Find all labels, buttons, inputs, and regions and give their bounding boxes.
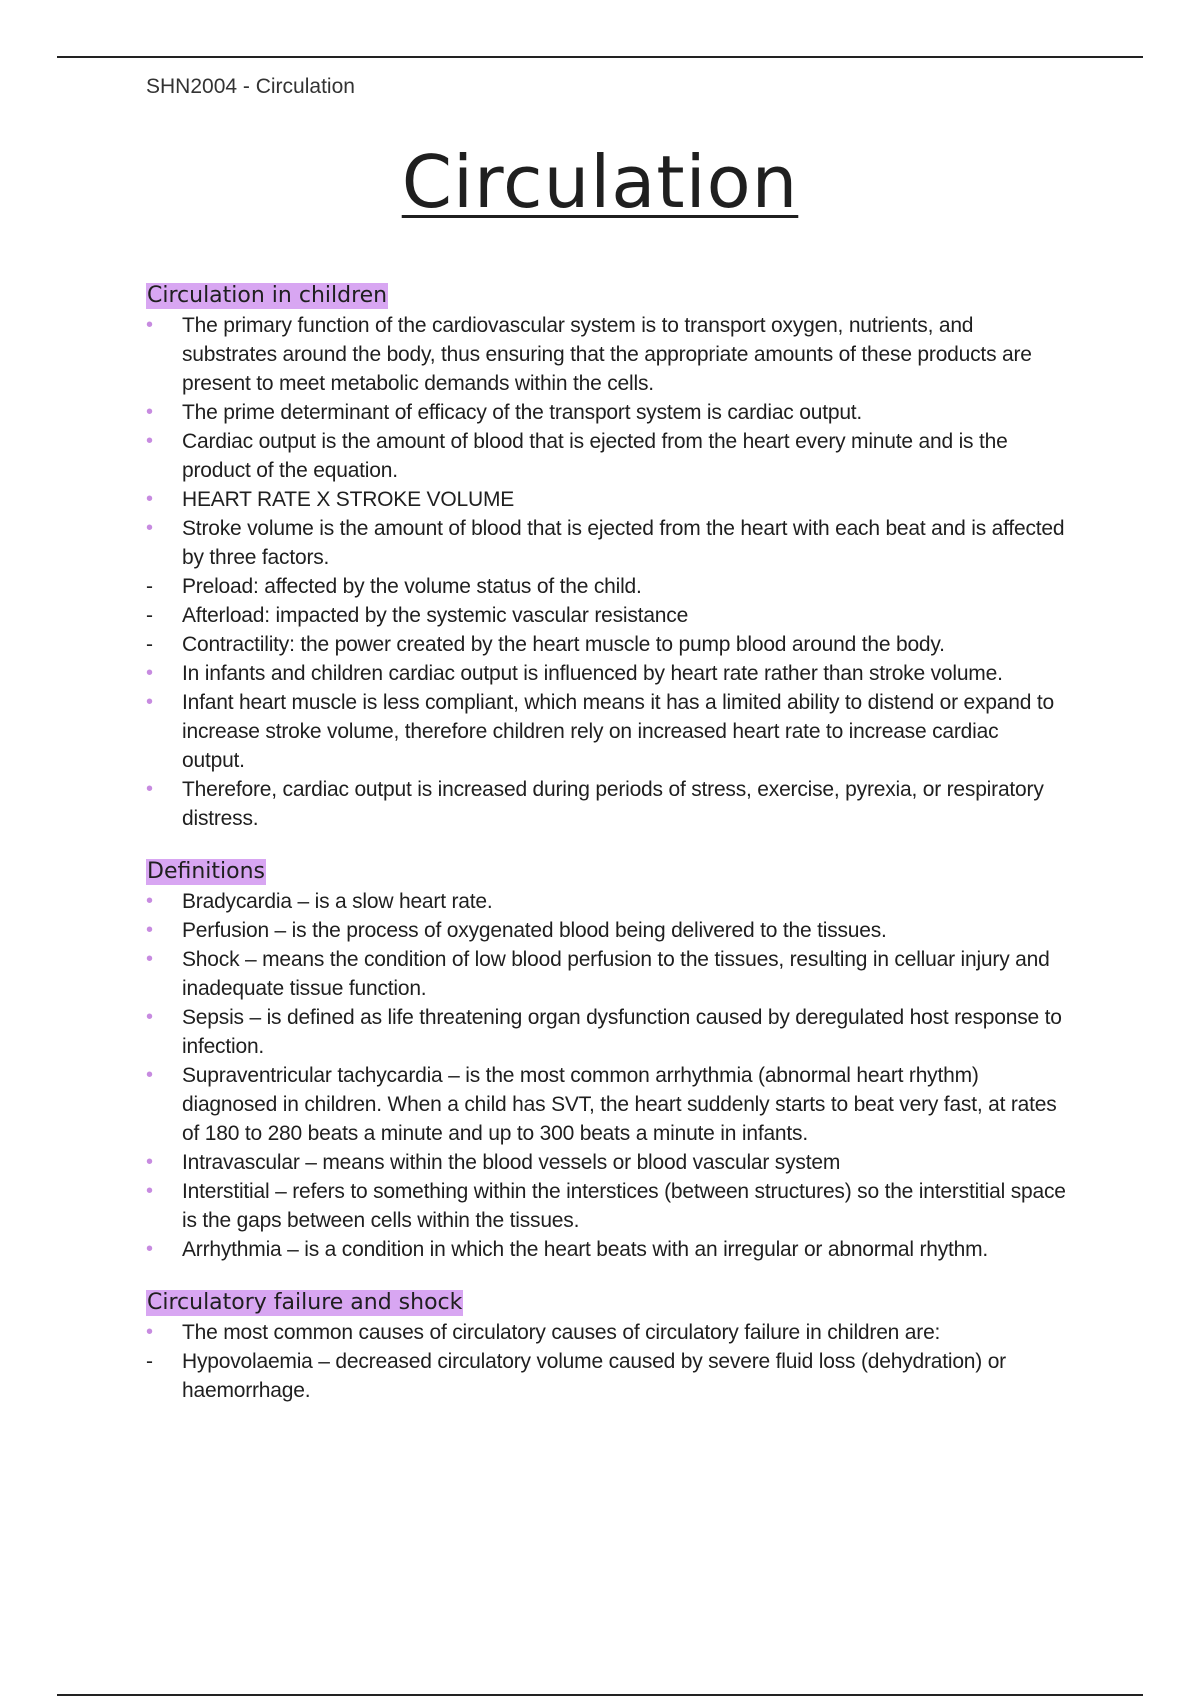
- list-item: • Interstitial – refers to something within the interstices (between structures) so the interstitial space is the gaps between cells within the tissues.: [146, 1177, 1066, 1235]
- sub-list: [146, 572, 1066, 659]
- document-body: [146, 283, 1066, 1431]
- list-item: • Cardiac output is the amount of blood that is ejected from the heart every minute and is the product of the equation.: [146, 427, 1066, 485]
- sub-list-item: - Contractility: the power created by the heart muscle to pump blood around the body.: [146, 630, 1066, 659]
- footer-rule: [57, 1694, 1143, 1696]
- list-item: • Therefore, cardiac output is increased during periods of stress, exercise, pyrexia, or respiratory distress.: [146, 775, 1066, 833]
- sub-list: [146, 1347, 1066, 1405]
- section: [146, 1290, 1066, 1405]
- sub-list-item: - Hypovolaemia – decreased circulatory volume caused by severe fluid loss (dehydration) or haemorrhage.: [146, 1347, 1066, 1405]
- page-title: Circulation: [401, 140, 799, 224]
- list-item: • Shock – means the condition of low blood perfusion to the tissues, resulting in celluar injury and inadequate tissue function.: [146, 945, 1066, 1003]
- list-item: • HEART RATE X STROKE VOLUME: [146, 485, 1066, 514]
- list-item: • Supraventricular tachycardia – is the most common arrhythmia (abnormal heart rhythm) diagnosed in children. When a child has SVT, the heart suddenly starts to beat very fast, at rates of 180 to 280 beats a minute and up to 300 beats a minute in infants.: [146, 1061, 1066, 1148]
- list-item: • In infants and children cardiac output is influenced by heart rate rather than stroke volume.: [146, 659, 1066, 688]
- bullet-list: [146, 1318, 1066, 1405]
- bullet-list: [146, 311, 1066, 833]
- list-item: • The most common causes of circulatory causes of circulatory failure in children are:: [146, 1318, 1066, 1347]
- list-item: • Bradycardia – is a slow heart rate.: [146, 887, 1066, 916]
- section-heading: Circulatory failure and shock: [147, 1290, 463, 1315]
- list-item: • Stroke volume is the amount of blood that is ejected from the heart with each beat and is affected by three factors.: [146, 514, 1066, 572]
- section-heading: Definitions: [147, 859, 265, 884]
- list-item: • Infant heart muscle is less compliant, which means it has a limited ability to distend or expand to increase stroke volume, therefore children rely on increased heart rate to increase cardiac output.: [146, 688, 1066, 775]
- section: [146, 859, 1066, 1264]
- list-item: • Intravascular – means within the blood vessels or blood vascular system: [146, 1148, 1066, 1177]
- list-item: • Arrhythmia – is a condition in which the heart beats with an irregular or abnormal rhythm.: [146, 1235, 1066, 1264]
- list-item: • Sepsis – is defined as life threatening organ dysfunction caused by deregulated host response to infection.: [146, 1003, 1066, 1061]
- section: [146, 283, 1066, 833]
- list-item: • Perfusion – is the process of oxygenated blood being delivered to the tissues.: [146, 916, 1066, 945]
- bullet-list: [146, 887, 1066, 1264]
- list-item: • The prime determinant of efficacy of the transport system is cardiac output.: [146, 398, 1066, 427]
- header-rule: [57, 56, 1143, 58]
- list-item: • The primary function of the cardiovascular system is to transport oxygen, nutrients, and substrates around the body, thus ensuring that the appropriate amounts of these products are present to meet metabolic demands within the cells.: [146, 311, 1066, 398]
- sub-list-item: - Afterload: impacted by the systemic vascular resistance: [146, 601, 1066, 630]
- sub-list-item: - Preload: affected by the volume status of the child.: [146, 572, 1066, 601]
- document-header: SHN2004 - Circulation: [146, 75, 355, 98]
- section-heading: Circulation in children: [147, 283, 388, 308]
